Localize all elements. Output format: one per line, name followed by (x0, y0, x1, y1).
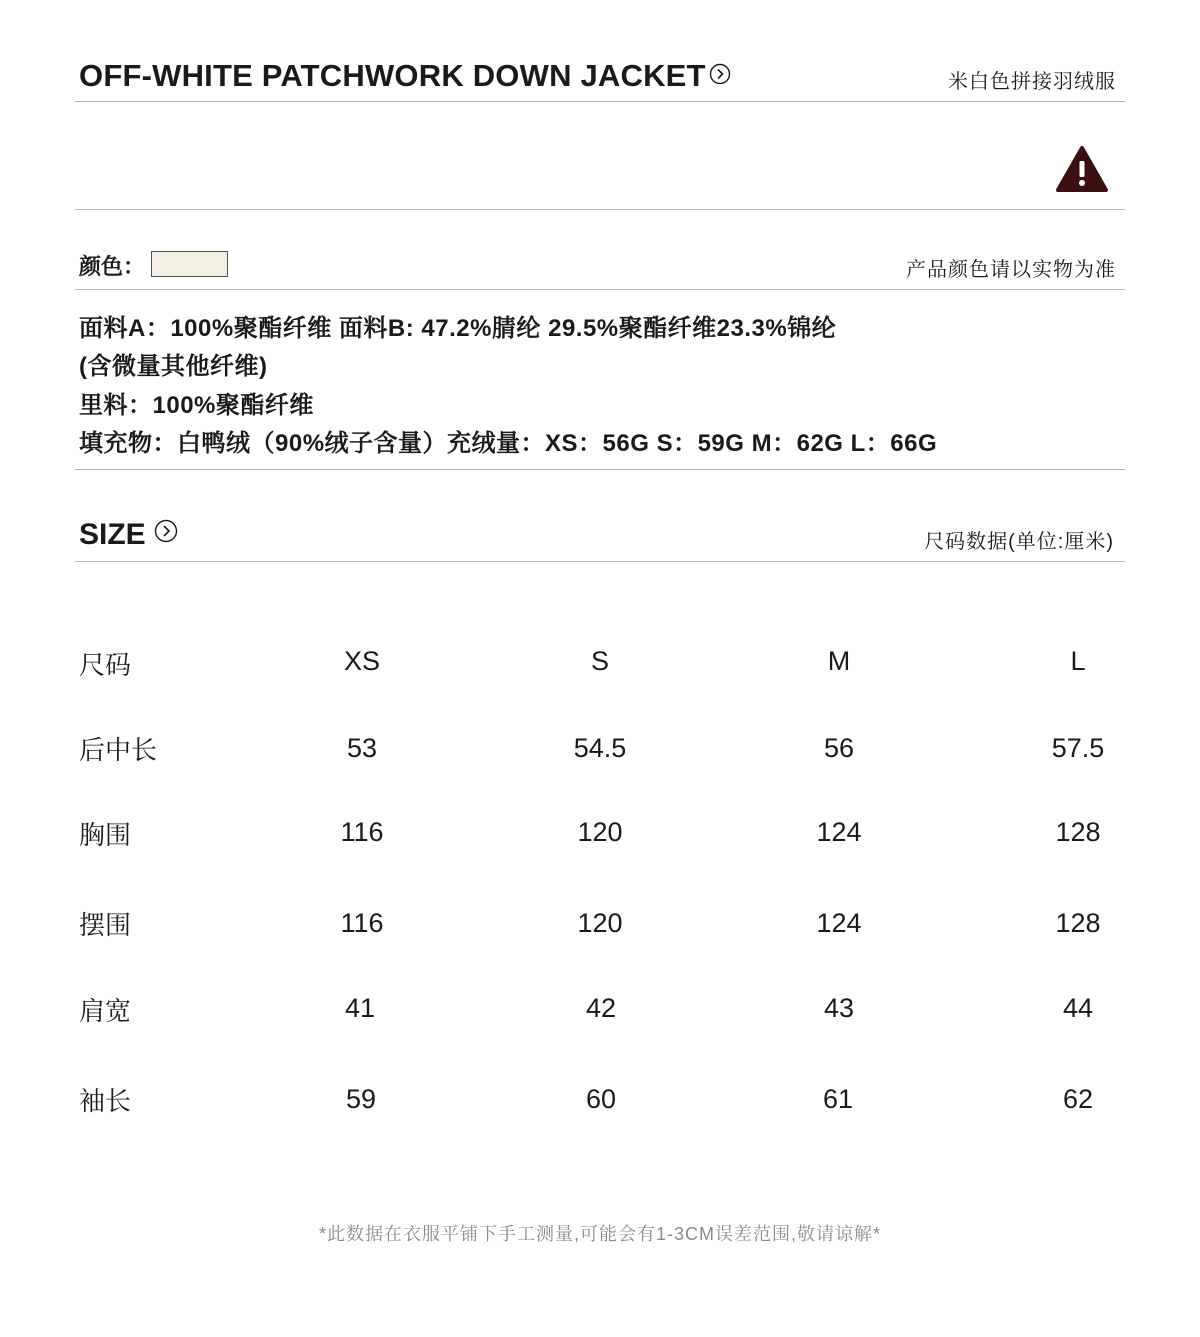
row-label-hem: 摆围 (79, 910, 132, 940)
table-cell: 44 (1062, 993, 1094, 1023)
table-cell: 116 (340, 817, 384, 847)
table-cell: 124 (816, 817, 862, 847)
product-title-text: OFF-WHITE PATCHWORK DOWN JACKET (79, 58, 706, 93)
divider (75, 209, 1125, 210)
table-cell: 120 (577, 908, 623, 938)
product-title (79, 58, 731, 94)
product-title-cn: 米白色拼接羽绒服 (948, 71, 1116, 93)
table-cell: 54.5 (573, 733, 627, 763)
row-label-chest: 胸围 (79, 820, 132, 850)
divider (75, 469, 1125, 470)
size-unit-note: 尺码数据(单位:厘米) (924, 531, 1114, 553)
row-label-sleeve: 袖长 (79, 1086, 132, 1116)
table-cell: 60 (585, 1084, 617, 1114)
size-header-label: 尺码 (79, 650, 132, 680)
row-label-back-length: 后中长 (79, 735, 158, 765)
warning-triangle-icon (1055, 145, 1109, 198)
table-cell: 128 (1055, 908, 1101, 938)
color-swatch (151, 251, 228, 277)
size-section-title (79, 518, 178, 552)
material-line-filling: 填充物：白鸭绒（90%绒子含量）充绒量：XS：56G S：59G M：62G L：66G (79, 430, 938, 457)
material-line-fabric: 面料A：100%聚酯纤维 面料B: 47.2%腈纶 29.5%聚酯纤维23.3%锦纶 (79, 315, 837, 342)
chevron-right-icon (709, 57, 731, 93)
table-cell: 124 (816, 908, 862, 938)
size-header-cell: M (827, 646, 851, 676)
size-title-text: SIZE (79, 518, 146, 551)
color-label: 颜色： (79, 254, 146, 279)
material-line-note: (含微量其他纤维) (79, 353, 268, 380)
table-cell: 116 (340, 908, 384, 938)
divider (75, 101, 1125, 102)
table-cell: 128 (1055, 817, 1101, 847)
size-header-cell: L (1070, 646, 1086, 676)
table-cell: 61 (822, 1084, 854, 1114)
color-note: 产品颜色请以实物为准 (906, 259, 1116, 281)
table-cell: 57.5 (1051, 733, 1105, 763)
size-header-cell: XS (343, 646, 381, 676)
divider (75, 289, 1125, 290)
table-cell: 59 (345, 1084, 377, 1114)
table-cell: 43 (823, 993, 855, 1023)
table-cell: 41 (344, 993, 376, 1023)
table-cell: 120 (577, 817, 623, 847)
table-cell: 42 (585, 993, 617, 1023)
material-line-lining: 里料：100%聚酯纤维 (79, 392, 314, 419)
table-cell: 56 (823, 733, 855, 763)
size-header-cell: S (590, 646, 610, 676)
table-cell: 62 (1062, 1084, 1094, 1114)
chevron-right-icon (154, 517, 178, 551)
measurement-disclaimer: *此数据在衣服平铺下手工测量,可能会有1-3CM误差范围,敬请谅解* (318, 1224, 882, 1244)
divider (75, 561, 1125, 562)
table-cell: 53 (346, 733, 378, 763)
row-label-shoulder: 肩宽 (79, 996, 132, 1026)
